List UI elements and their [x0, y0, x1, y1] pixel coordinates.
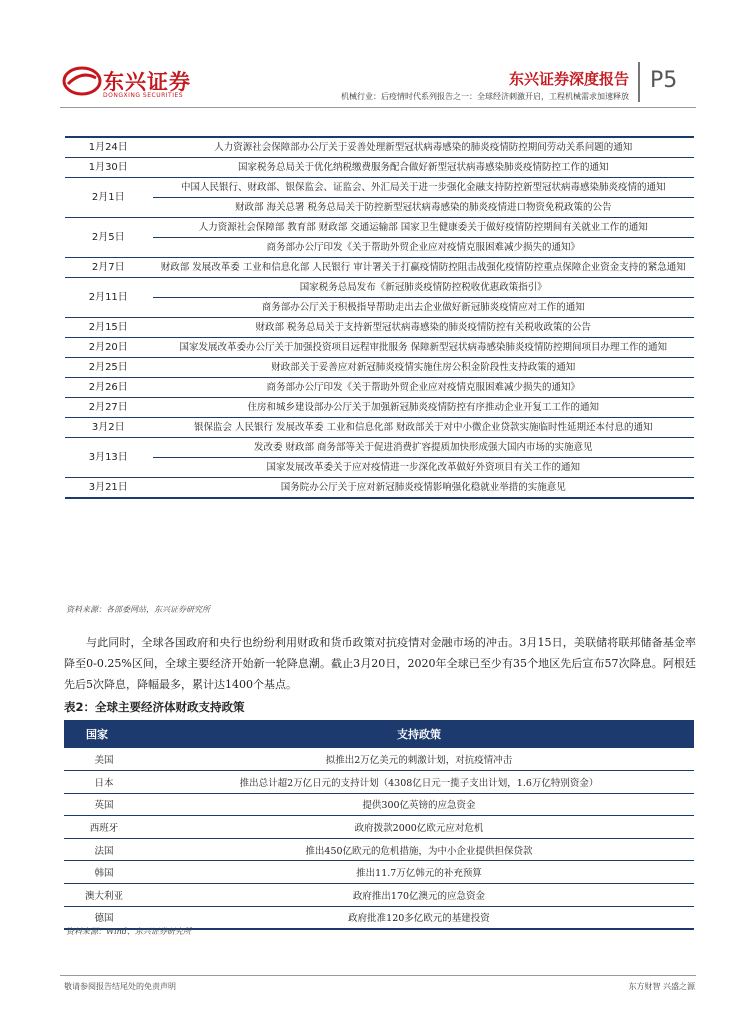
timeline-date: 3月13日: [65, 438, 152, 478]
timeline-row: [65, 218, 694, 238]
column-header-policy: 支持政策: [144, 720, 694, 748]
country-cell: 韩国: [64, 861, 144, 884]
timeline-row: [65, 458, 694, 478]
table-header-row: [64, 720, 694, 748]
policy-cell: 拟推出2万亿美元的刺激计划，对抗疫情冲击: [144, 748, 694, 771]
timeline-date: 3月2日: [65, 418, 152, 438]
timeline-row: [65, 318, 694, 338]
timeline-policy: 人力资源社会保障部办公厅关于妥善处理新型冠状病毒感染的肺炎疫情防控期间劳动关系问题的通知: [152, 137, 694, 158]
timeline-row: [65, 298, 694, 318]
timeline-date: 2月11日: [65, 278, 152, 318]
report-title: 东兴证券深度报告: [508, 70, 629, 88]
timeline-policy: 财政部 税务总局关于支持新型冠状病毒感染的肺炎疫情防控有关税收政策的公告: [152, 318, 694, 338]
timeline-date: 2月1日: [65, 178, 152, 218]
timeline-row: [65, 278, 694, 298]
timeline-date: 1月30日: [65, 158, 152, 178]
timeline-policy: 商务部办公厅印发《关于帮助外贸企业应对疫情克服困难减少损失的通知》: [152, 238, 694, 258]
timeline-date: 2月25日: [65, 358, 152, 378]
table-row: [64, 838, 694, 861]
timeline-date: 3月21日: [65, 478, 152, 499]
footer-slogan: 东方财智 兴盛之源: [628, 982, 695, 991]
timeline-policy: 国家税务总局发布《新冠肺炎疫情防控税收优惠政策指引》: [152, 278, 694, 298]
fiscal-policy-table: [64, 720, 694, 930]
timeline-date: 2月26日: [65, 378, 152, 398]
policy-cell: 推出总计超2万亿日元的支持计划（4308亿日元一揽子支出计划，1.6万亿特别资金）: [144, 771, 694, 794]
timeline-date: 1月24日: [65, 137, 152, 158]
policy-cell: 政府批准120多亿欧元的基建投资: [144, 906, 694, 929]
report-subtitle: 机械行业：后疫情时代系列报告之一：全球经济刺激开启，工程机械需求加速释放: [341, 92, 629, 101]
logo-text: 东兴证券: [103, 70, 191, 94]
timeline-row: [65, 398, 694, 418]
timeline-row: [65, 258, 694, 278]
header-rule: [60, 107, 696, 108]
table-row: [64, 816, 694, 839]
policy-cell: 推出11.7万亿韩元的补充预算: [144, 861, 694, 884]
timeline-policy: 商务部办公厅关于积极指导帮助走出去企业做好新冠肺炎疫情应对工作的通知: [152, 298, 694, 318]
timeline-row: [65, 238, 694, 258]
timeline-policy: 中国人民银行、财政部、银保监会、证监会、外汇局关于进一步强化金融支持防控新型冠状病毒感染肺炎疫情的通知: [152, 178, 694, 198]
timeline-date: 2月7日: [65, 258, 152, 278]
table-row: [64, 884, 694, 907]
timeline-policy: 国务院办公厅关于应对新冠肺炎疫情影响强化稳就业举措的实施意见: [152, 478, 694, 499]
timeline-policy: 住房和城乡建设部办公厅关于加强新冠肺炎疫情防控有序推动企业开复工工作的通知: [152, 398, 694, 418]
timeline-policy: 国家发展改革委办公厅关于加强投资项目远程审批服务 保障新型冠状病毒感染肺炎疫情防控期间项目办理工作的通知: [152, 338, 694, 358]
timeline-policy: 财政部 发展改革委 工业和信息化部 人民银行 审计署关于打赢疫情防控阻击战强化疫情防控重点保障企业资金支持的紧急通知: [152, 258, 694, 278]
country-cell: 德国: [64, 906, 144, 929]
timeline-date: 2月27日: [65, 398, 152, 418]
disclaimer-note: 敬请参阅报告结尾处的免责声明: [64, 982, 176, 991]
table-row: [64, 748, 694, 771]
source-note: 资料来源：Wind、东兴证券研究所: [66, 927, 191, 936]
timeline-row: [65, 158, 694, 178]
body-paragraph: 与此同时，全球各国政府和央行也纷纷利用财政和货币政策对抗疫情对金融市场的冲击。3月15日，美联储将联邦储备基金率降至0-0.25%区间，全球主要经济开始新一轮降息潮。截止3月20日，2020年全球已至少有35个地区先后宣布57次降息。阿根廷先后5次降息，降幅最多，累计达1400个基点。: [64, 636, 696, 691]
country-cell: 美国: [64, 748, 144, 771]
header-divider: [638, 62, 640, 102]
timeline-row: [65, 378, 694, 398]
timeline-date: 2月20日: [65, 338, 152, 358]
country-cell: 英国: [64, 793, 144, 816]
country-cell: 法国: [64, 838, 144, 861]
policy-timeline-table: [65, 136, 694, 499]
timeline-row: [65, 478, 694, 499]
timeline-row: [65, 338, 694, 358]
policy-cell: 政府拨款2000亿欧元应对危机: [144, 816, 694, 839]
timeline-policy: 国家税务总局关于优化纳税缴费服务配合做好新型冠状病毒感染肺炎疫情防控工作的通知: [152, 158, 694, 178]
timeline-row: [65, 358, 694, 378]
source-note: 资料来源：各部委网站，东兴证券研究所: [66, 605, 210, 614]
policy-cell: 推出450亿欧元的危机措施，为中小企业提供担保贷款: [144, 838, 694, 861]
table-row: [64, 793, 694, 816]
table-row: [64, 861, 694, 884]
timeline-row: [65, 418, 694, 438]
country-cell: 西班牙: [64, 816, 144, 839]
table-title: 表2：全球主要经济体财政支持政策: [64, 700, 245, 714]
timeline-date: 2月5日: [65, 218, 152, 258]
table-row: [64, 771, 694, 794]
page-header: [0, 0, 755, 110]
timeline-policy: 财政部关于妥善应对新冠肺炎疫情实施住房公积金阶段性支持政策的通知: [152, 358, 694, 378]
timeline-row: [65, 137, 694, 158]
policy-cell: 提供300亿英镑的应急资金: [144, 793, 694, 816]
timeline-policy: 财政部 海关总署 税务总局关于防控新型冠状病毒感染的肺炎疫情进口物资免税政策的公告: [152, 198, 694, 218]
timeline-policy: 发改委 财政部 商务部等关于促进消费扩容提质加快形成强大国内市场的实施意见: [152, 438, 694, 458]
dongxing-logo-icon: [62, 66, 102, 96]
timeline-row: [65, 178, 694, 198]
country-cell: 澳大利亚: [64, 884, 144, 907]
country-cell: 日本: [64, 771, 144, 794]
timeline-policy: 银保监会 人民银行 发展改革委 工业和信息化部 财政部关于对中小微企业贷款实施临时性延期还本付息的通知: [152, 418, 694, 438]
timeline-policy: 人力资源社会保障部 教育部 财政部 交通运输部 国家卫生健康委关于做好疫情防控期间有关就业工作的通知: [152, 218, 694, 238]
timeline-policy: 商务部办公厅印发《关于帮助外贸企业应对疫情克服困难减少损失的通知》: [152, 378, 694, 398]
footer-rule: [60, 975, 696, 976]
page-number: P5: [650, 68, 678, 93]
timeline-date: 2月15日: [65, 318, 152, 338]
policy-cell: 政府推出170亿澳元的应急资金: [144, 884, 694, 907]
timeline-row: [65, 438, 694, 458]
logo-subtext: DONGXING SECURITIES: [103, 92, 184, 99]
timeline-policy: 国家发展改革委关于应对疫情进一步深化改革做好外资项目有关工作的通知: [152, 458, 694, 478]
column-header-country: 国家: [64, 720, 144, 748]
timeline-row: [65, 198, 694, 218]
